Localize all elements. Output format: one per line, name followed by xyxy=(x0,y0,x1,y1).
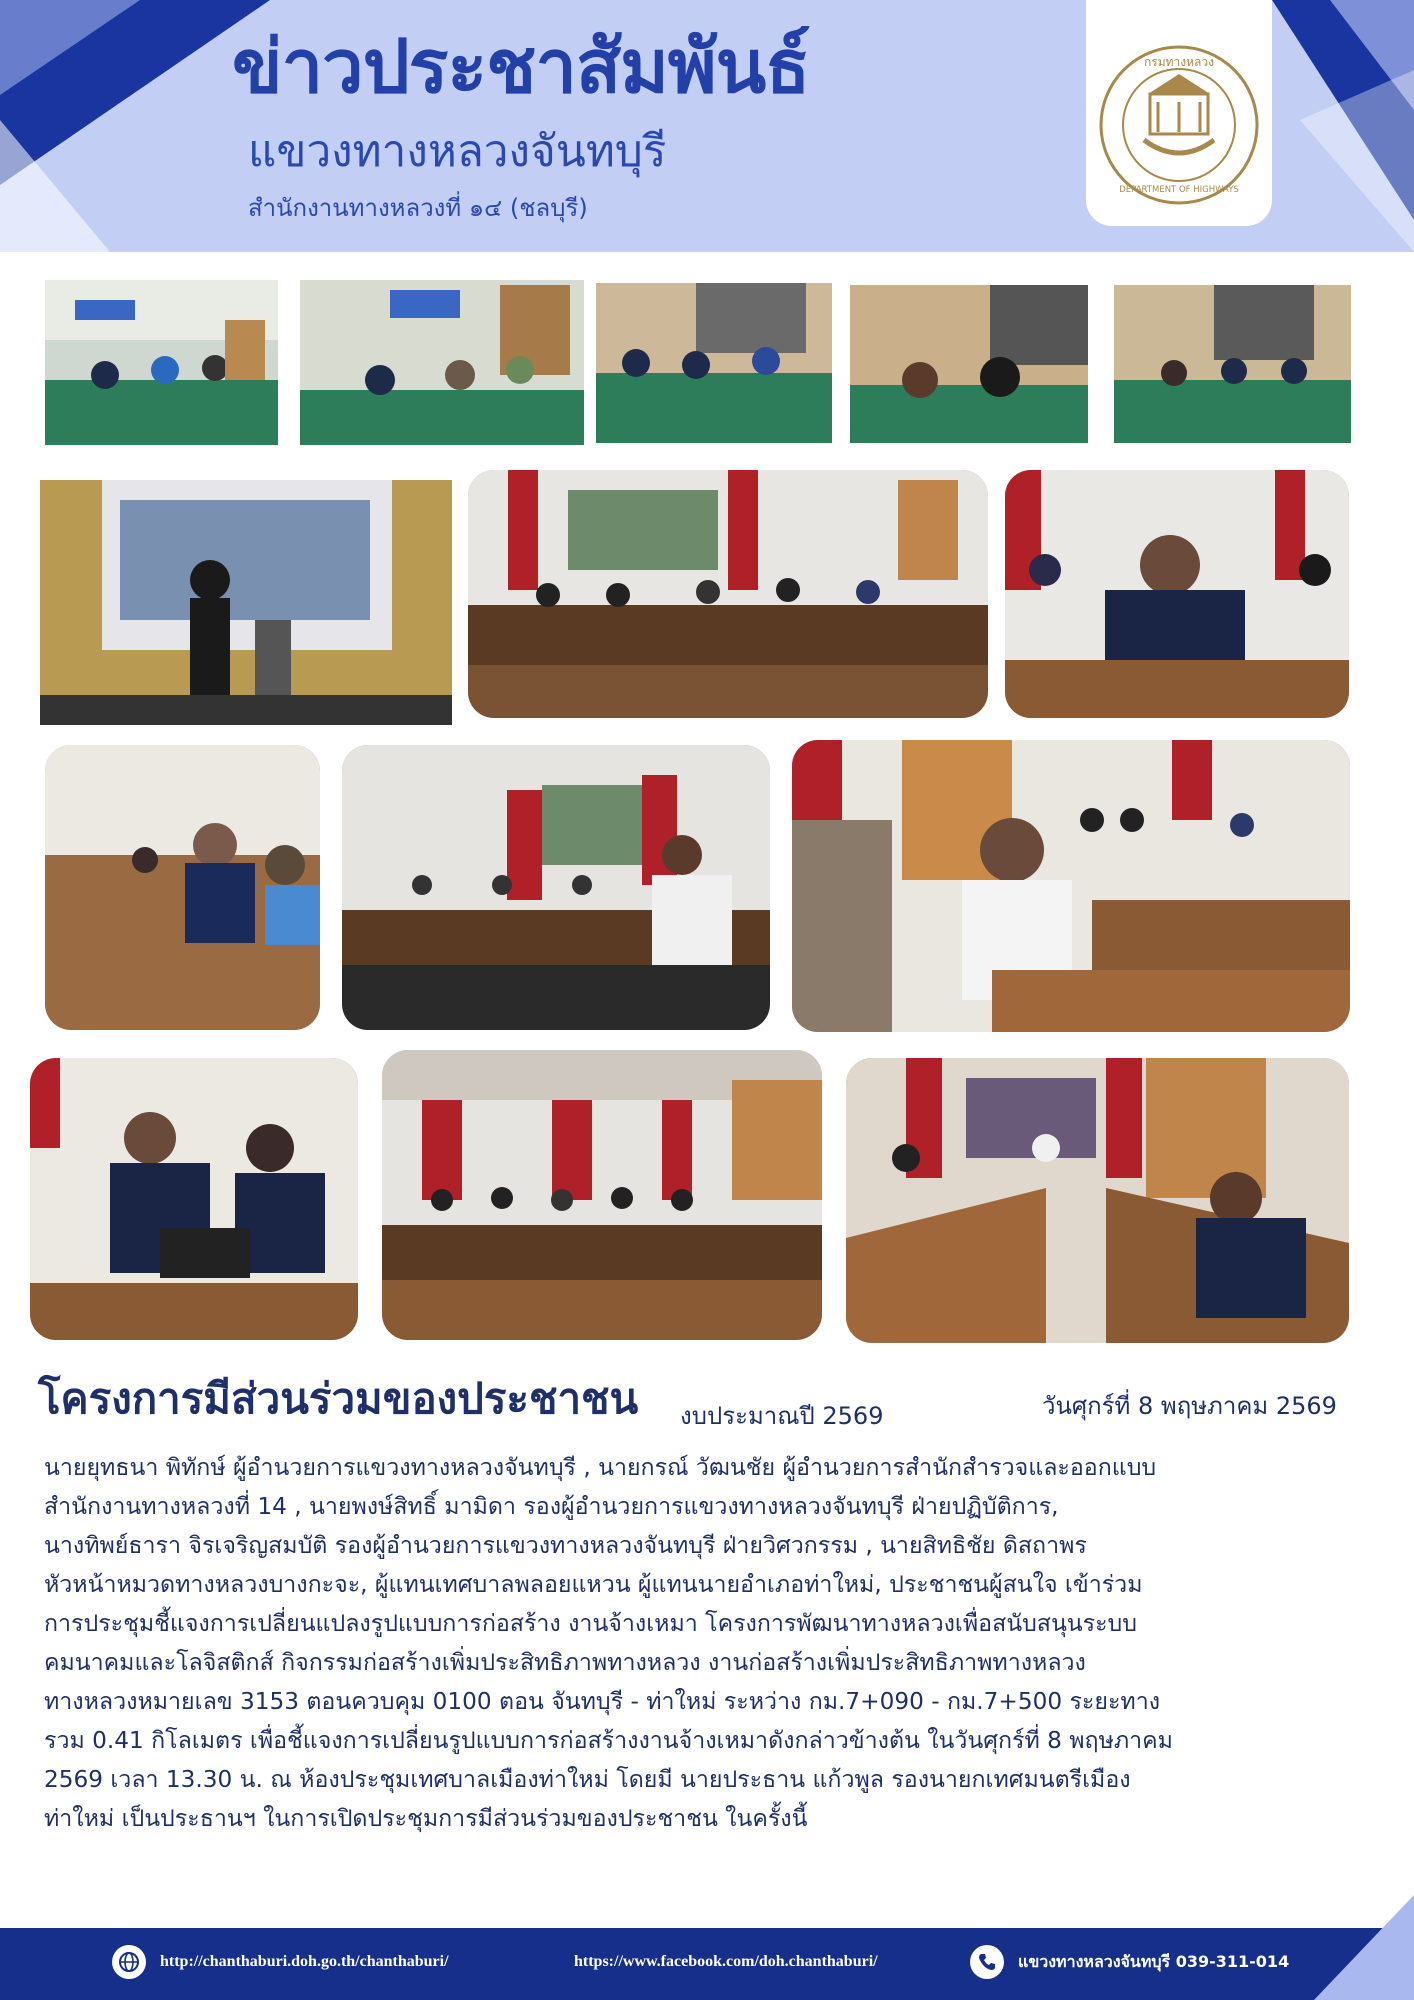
paragraph-line: นายยุทธนา พิทักษ์ ผู้อำนวยการแขวงทางหลวงจันทบุรี , นายกรณ์ วัฒนชัย ผู้อำนวยการสำนักสำรวจและออกแบบ xyxy=(44,1454,1157,1481)
paragraph-line: นางทิพย์ธารา จิรเจริญสมบัติ รองผู้อำนวยการแขวงทางหลวงจันทบุรี ฝ่ายวิศวกรรม , นายสิทธิชัย ดิสถาพร xyxy=(44,1532,1087,1559)
header-banner xyxy=(0,0,1414,252)
budget-year: งบประมาณปี 2569 xyxy=(680,1402,884,1430)
logo-card xyxy=(1086,0,1272,226)
facebook-link[interactable]: https://www.facebook.com/doh.chanthaburi/ xyxy=(574,1953,878,1970)
photo-laptop-staff xyxy=(30,1058,358,1340)
photo-registration-3 xyxy=(596,283,832,443)
paragraph-line: รวม 0.41 กิโลเมตร เพื่อชี้แจงการเปลี่ยนรูปแบบการก่อสร้างงานจ้างเหมาดังกล่าวข้างต้น ในวันศุกร์ที่ 8 พฤษภาคม xyxy=(44,1727,1173,1754)
footer-website[interactable] xyxy=(112,1942,449,1982)
footer-phone[interactable] xyxy=(970,1942,1289,1982)
project-title: โครงการมีส่วนร่วมของประชาชน xyxy=(38,1374,639,1423)
website-link[interactable]: http://chanthaburi.doh.go.th/chanthaburi/ xyxy=(160,1953,449,1970)
paragraph-line: คมนาคมและโลจิสติกส์ กิจกรรมก่อสร้างเพิ่มประสิทธิภาพทางหลวง งานก่อสร้างเพิ่มประสิทธิภาพทางหลวง xyxy=(44,1649,1086,1676)
paragraph-line: 2569 เวลา 13.30 น. ณ ห้องประชุมเทศบาลเมืองท่าใหม่ โดยมี นายประธาน แก้วพูล รองนายกเทศมนตรีเมือง xyxy=(44,1766,1131,1793)
paragraph-line: ทางหลวงหมายเลข 3153 ตอนควบคุม 0100 ตอน จันทบุรี - ท่าใหม่ ระหว่าง กม.7+090 - กม.7+500 ระยะทาง xyxy=(44,1688,1161,1715)
event-date: วันศุกร์ที่ 8 พฤษภาคม 2569 xyxy=(1042,1392,1337,1420)
paragraph-line: หัวหน้าหมวดทางหลวงบางกะจะ, ผู้แทนเทศบาลพลอยแหวน ผู้แทนนายอำเภอท่าใหม่, ประชาชนผู้สนใจ เข้าร่วม xyxy=(44,1571,1143,1598)
district-name: แขวงทางหลวงจันทบุรี xyxy=(248,126,667,177)
paragraph-line: สำนักงานทางหลวงที่ 14 , นายพงษ์สิทธิ์ มามิดา รองผู้อำนวยการแขวงทางหลวงจันทบุรี ฝ่ายปฏิบัติการ, xyxy=(44,1493,1059,1520)
photo-registration-1 xyxy=(45,280,278,445)
photo-meeting-room-2 xyxy=(342,745,770,1030)
photo-meeting-chair xyxy=(1005,470,1349,718)
highways-seal-icon xyxy=(1098,44,1260,206)
photo-registration-4 xyxy=(850,285,1088,443)
phone-icon xyxy=(970,1945,1004,1979)
photo-registration-5 xyxy=(1114,285,1351,443)
footer-corner-decoration xyxy=(1314,1895,1414,2000)
footer-facebook[interactable] xyxy=(574,1942,878,1982)
globe-icon xyxy=(112,1945,146,1979)
svg-text:DEPARTMENT OF HIGHWAYS: DEPARTMENT OF HIGHWAYS xyxy=(1119,185,1239,195)
photo-speaker-table xyxy=(792,740,1350,1032)
photo-voting-table xyxy=(846,1058,1349,1343)
news-paragraph xyxy=(44,1448,1384,1838)
photo-attendees-hand-raise xyxy=(45,745,320,1030)
phone-number[interactable]: แขวงทางหลวงจันทบุรี 039-311-014 xyxy=(1018,1951,1290,1971)
paragraph-line: ท่าใหม่ เป็นประธานฯ ในการเปิดประชุมการมีส่วนร่วมของประชาชน ในครั้งนี้ xyxy=(44,1805,808,1832)
page-title: ข่าวประชาสัมพันธ์ xyxy=(232,24,810,110)
photo-presentation xyxy=(40,480,452,725)
photo-registration-2 xyxy=(300,280,584,445)
photo-voting-hands xyxy=(382,1050,822,1340)
photo-meeting-room-1 xyxy=(468,470,988,718)
svg-text:กรมทางหลวง: กรมทางหลวง xyxy=(1144,55,1214,69)
paragraph-line: การประชุมชี้แจงการเปลี่ยนแปลงรูปแบบการก่อสร้าง งานจ้างเหมา โครงการพัฒนาทางหลวงเพื่อสนับสนุนระบบ xyxy=(44,1610,1137,1637)
office-name: สำนักงานทางหลวงที่ ๑๔ (ชลบุรี) xyxy=(248,194,588,222)
